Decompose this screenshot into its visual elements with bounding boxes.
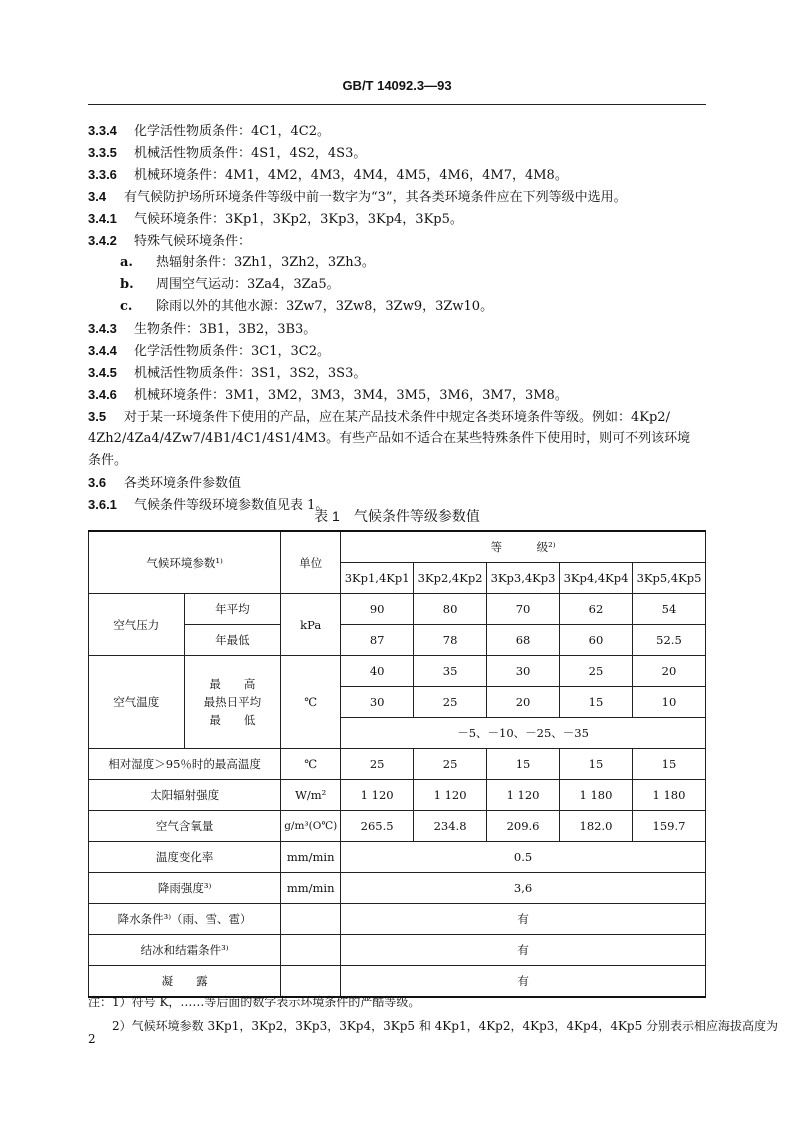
grade-label: 3Kp4,4Kp4 (560, 563, 633, 594)
value-cell: 有 (341, 966, 706, 998)
clause-3-4-5 (88, 362, 708, 384)
clause-number: 3.3.5 (88, 145, 117, 160)
clause-text: 特殊气候环境条件： (134, 234, 252, 249)
subitem-c (88, 296, 708, 318)
value-cell: 182.0 (560, 811, 633, 842)
clause-3-3-4 (88, 120, 708, 142)
body-text (88, 120, 708, 516)
header-rule (88, 104, 706, 105)
value-cell: 40 (341, 656, 414, 687)
value-cell: 54 (632, 594, 705, 625)
value-cell: 70 (487, 594, 560, 625)
sub-label: 年最低 (184, 625, 281, 656)
value-cell: 90 (341, 594, 414, 625)
unit-cell: g/m³(O℃) (281, 811, 341, 842)
clause-text: 机械环境条件：3M1，3M2，3M3，3M4，3M5，3M6，3M7，3M8。 (134, 388, 568, 403)
sub-label: 年平均 (184, 594, 281, 625)
clause-number: 3.4.6 (88, 387, 117, 402)
clause-number: 3.4.1 (88, 211, 117, 226)
clause-text: 化学活性物质条件：4C1，4C2。 (134, 124, 330, 139)
clause-text: 生物条件：3B1，3B2，3B3。 (134, 322, 317, 337)
sub-label: 最 高 (209, 677, 256, 691)
value-cell: 87 (341, 625, 414, 656)
value-cell: 265.5 (341, 811, 414, 842)
clause-text: 机械环境条件：4M1，4M2，4M3，4M4，4M5，4M6，4M7，4M8。 (134, 168, 568, 183)
unit-cell: mm/min (281, 873, 341, 904)
unit-cell: ℃ (281, 656, 341, 749)
clause-text: 化学活性物质条件：3C1，3C2。 (134, 344, 330, 359)
subitem-b (88, 274, 708, 296)
unit-cell (281, 904, 341, 935)
clause-number: 3.4.5 (88, 365, 117, 380)
value-cell: 3,6 (341, 873, 706, 904)
page-number: 2 (88, 1032, 96, 1046)
sub-label: 最热日平均 (203, 695, 262, 709)
value-cell: －5、－10、－25、－35 (341, 718, 706, 749)
clause-3-3-5 (88, 142, 708, 164)
clause-text: 有气候防护场所环境条件等级中前一数字为“3”，其各类环境条件应在下列等级中选用。 (124, 190, 627, 205)
header-unit: 单位 (281, 531, 341, 594)
table-header-row (89, 531, 706, 563)
unit-cell: mm/min (281, 842, 341, 873)
clause-number: 3.6 (88, 475, 107, 490)
clause-text: 各类环境条件参数值 (124, 476, 242, 491)
unit-cell: kPa (281, 594, 341, 656)
row-label: 相对湿度＞95％时的最高温度 (89, 749, 281, 780)
table-notes (88, 990, 779, 1038)
row-label: 空气含氧量 (89, 811, 281, 842)
clause-text: 对于某一环境条件下使用的产品，应在某产品技术条件中规定各类环境条件等级。例如：4Kp2/ (124, 410, 670, 425)
clause-3-5-line1 (88, 406, 708, 428)
clause-3-4-2 (88, 230, 708, 252)
row-label: 温度变化率 (89, 842, 281, 873)
value-cell: 35 (414, 656, 487, 687)
value-cell: 1 120 (487, 780, 560, 811)
clause-3-5-line3: 条件。 (88, 453, 128, 468)
row-label: 太阳辐射强度 (89, 780, 281, 811)
clause-number: 3.3.4 (88, 123, 117, 138)
value-cell: 78 (414, 625, 487, 656)
value-cell: 25 (414, 749, 487, 780)
value-cell: 1 120 (414, 780, 487, 811)
clause-3-4-3 (88, 318, 708, 340)
page-header: GB/T 14092.3—93 (342, 78, 452, 93)
clause-number: 3.3.6 (88, 167, 117, 182)
value-cell: 30 (341, 687, 414, 718)
value-cell: 有 (341, 935, 706, 966)
header-grade: 等 级²⁾ (341, 531, 706, 563)
row-label: 空气温度 (89, 656, 185, 749)
table-row (89, 935, 706, 966)
value-cell: 30 (487, 656, 560, 687)
clause-3-4-6 (88, 384, 708, 406)
value-cell: 60 (560, 625, 633, 656)
clause-3-4-1 (88, 208, 708, 230)
note-2: 2）气候环境参数 3Kp1，3Kp2，3Kp3，3Kp4，3Kp5 和 4Kp1，4Kp2，4Kp3，4Kp4，4Kp5 分别表示相应海拔高度为 (88, 1019, 779, 1033)
clause-text: 机械活性物质条件：4S1，4S2，4S3。 (134, 146, 367, 161)
subitem-label: b. (120, 277, 134, 292)
value-cell: 209.6 (487, 811, 560, 842)
value-cell: 234.8 (414, 811, 487, 842)
value-cell: 62 (560, 594, 633, 625)
header-param: 气候环境参数¹⁾ (89, 531, 281, 594)
clause-3-3-6 (88, 164, 708, 186)
clause-text: 气候环境条件：3Kp1，3Kp2，3Kp3，3Kp4，3Kp5。 (134, 212, 463, 227)
row-label: 降雨强度³⁾ (89, 873, 281, 904)
value-cell: 1 180 (560, 780, 633, 811)
value-cell: 0.5 (341, 842, 706, 873)
value-cell: 25 (414, 687, 487, 718)
value-cell: 15 (487, 749, 560, 780)
grade-label: 3Kp3,4Kp3 (487, 563, 560, 594)
clause-number: 3.4.2 (88, 233, 117, 248)
clause-3-4-4 (88, 340, 708, 362)
table-row (89, 904, 706, 935)
clause-3-6 (88, 472, 708, 494)
unit-cell: W/m² (281, 780, 341, 811)
value-cell: 1 180 (632, 780, 705, 811)
row-label: 结冰和结霜条件³⁾ (89, 935, 281, 966)
clause-number: 3.5 (88, 409, 107, 424)
unit-cell: ℃ (281, 749, 341, 780)
value-cell: 15 (560, 687, 633, 718)
table-row (89, 594, 706, 625)
temp-sub-labels (184, 656, 281, 749)
value-cell: 1 120 (341, 780, 414, 811)
subitem-text: 周围空气运动：3Za4，3Za5。 (156, 277, 340, 292)
row-label: 空气压力 (89, 594, 185, 656)
clause-number: 3.4 (88, 189, 107, 204)
clause-number: 3.4.3 (88, 321, 117, 336)
subitem-label: c. (120, 299, 133, 314)
table-row (89, 656, 706, 687)
table-row (89, 749, 706, 780)
clause-text: 机械活性物质条件：3S1，3S2，3S3。 (134, 366, 367, 381)
grade-label: 3Kp1,4Kp1 (341, 563, 414, 594)
value-cell: 52.5 (632, 625, 705, 656)
row-label: 降水条件³⁾（雨、雪、雹） (89, 904, 281, 935)
sub-label: 最 低 (209, 713, 256, 727)
table-row (89, 780, 706, 811)
value-cell: 25 (341, 749, 414, 780)
clause-text: 气候条件等级环境参数值见表 1。 (134, 498, 329, 513)
subitem-a (88, 252, 708, 274)
value-cell: 有 (341, 904, 706, 935)
value-cell: 15 (560, 749, 633, 780)
value-cell: 80 (414, 594, 487, 625)
value-cell: 68 (487, 625, 560, 656)
value-cell: 20 (487, 687, 560, 718)
table-row (89, 842, 706, 873)
table-row (89, 811, 706, 842)
subitem-text: 热辐射条件：3Zh1，3Zh2，3Zh3。 (156, 255, 375, 270)
table-row (89, 873, 706, 904)
value-cell: 20 (632, 656, 705, 687)
value-cell: 10 (632, 687, 705, 718)
clause-3-5-line2: 4Zh2/4Za4/4Zw7/4B1/4C1/4S1/4M3。有些产品如不适合在某些特殊条件下使用时，则可不列该环境 (88, 431, 691, 446)
grade-label: 3Kp5,4Kp5 (632, 563, 705, 594)
value-cell: 15 (632, 749, 705, 780)
clause-number: 3.6.1 (88, 497, 117, 512)
row-label: 凝 露 (89, 966, 281, 998)
clause-3-4 (88, 186, 708, 208)
clause-number: 3.4.4 (88, 343, 117, 358)
grade-label: 3Kp2,4Kp2 (414, 563, 487, 594)
subitem-text: 除雨以外的其他水源：3Zw7，3Zw8，3Zw9，3Zw10。 (156, 299, 494, 314)
value-cell: 159.7 (632, 811, 705, 842)
value-cell: 25 (560, 656, 633, 687)
unit-cell (281, 935, 341, 966)
table-caption: 表 1 气候条件等级参数值 (314, 508, 480, 524)
subitem-label: a. (120, 255, 133, 270)
note-1: 注：1）符号 K，……等后面的数字表示环境条件的严酷等级。 (88, 995, 421, 1009)
climate-parameter-table (88, 530, 706, 998)
